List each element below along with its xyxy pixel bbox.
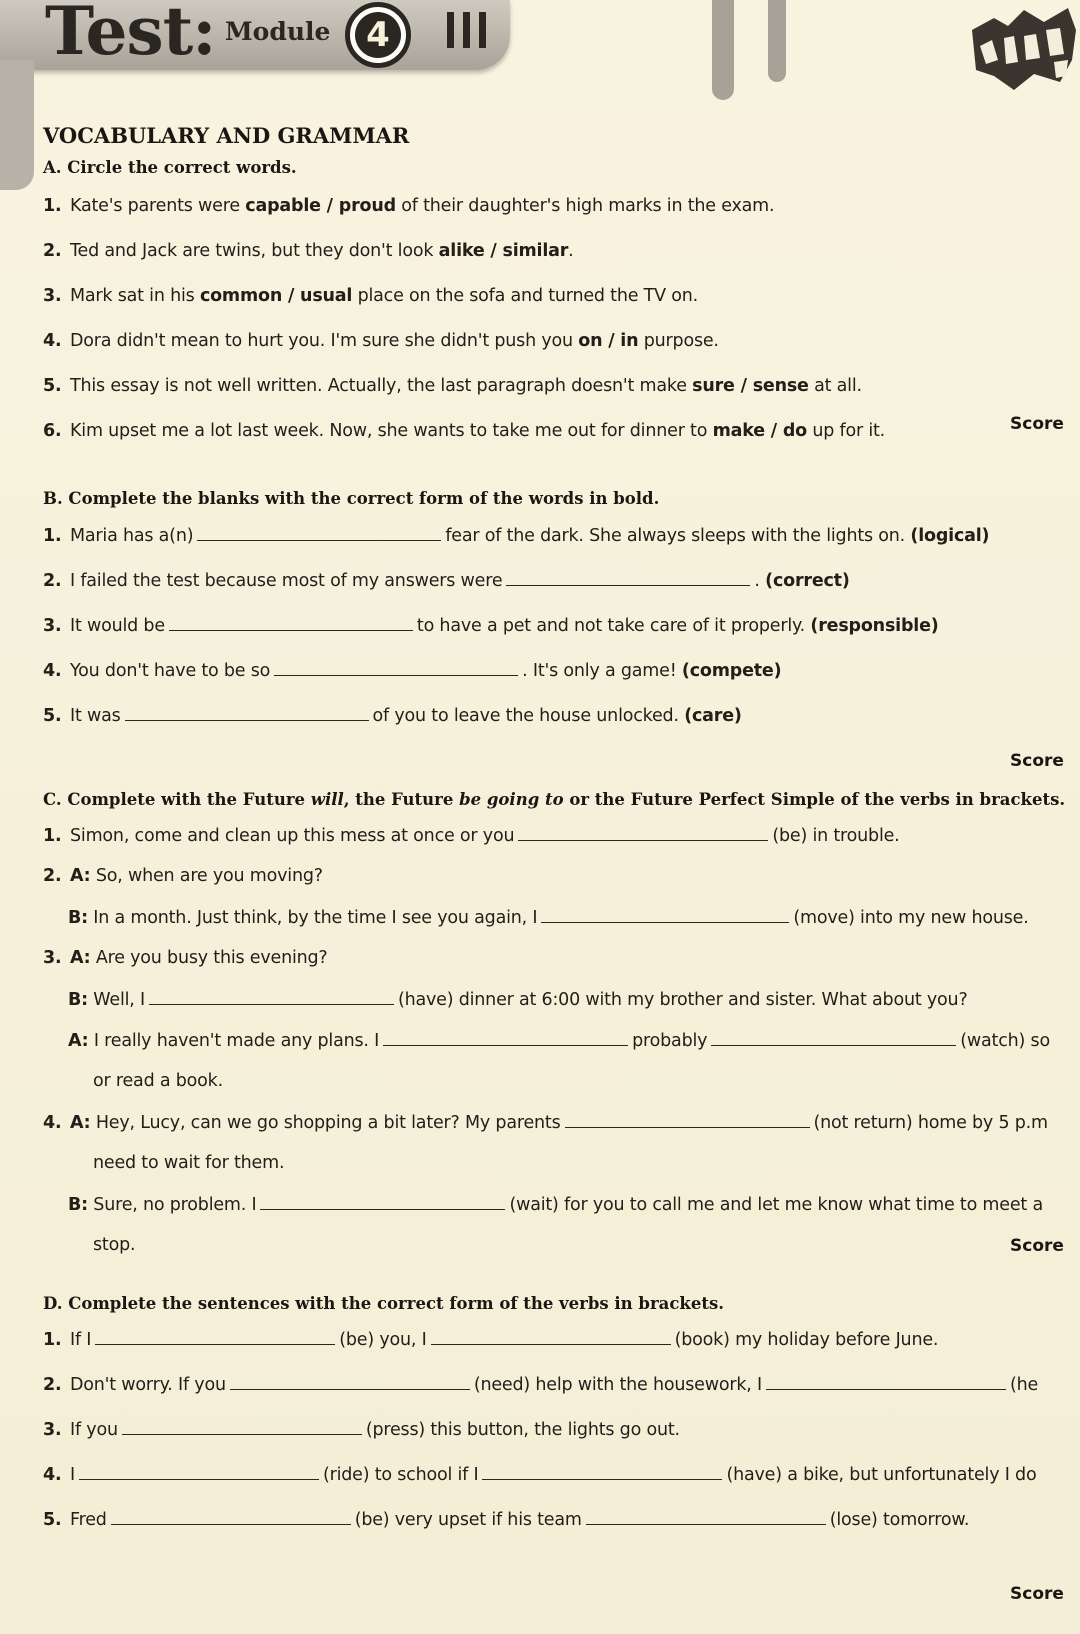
score-label-c: Score: [1010, 1236, 1064, 1256]
answer-blank[interactable]: [766, 1374, 1006, 1390]
answer-blank[interactable]: [230, 1374, 470, 1390]
exercise-a-item-6: 6. Kim upset me a lot last week. Now, she wants to take me out for dinner to make / do up for it.: [43, 421, 886, 441]
exercise-b-item-2: 2. I failed the test because most of my answers were . (correct): [43, 571, 850, 591]
exercise-c-item-4c: B: Sure, no problem. I (wait) for you to call me and let me know what time to meet a: [68, 1195, 1043, 1215]
exercise-d-item-3: 3. If you (press) this button, the lights go out.: [43, 1420, 680, 1440]
exercise-c-item-4d: stop.: [93, 1235, 136, 1255]
fun-blast-logo: [964, 0, 1080, 96]
exercise-d-item-5: 5. Fred (be) very upset if his team (lose) tomorrow.: [43, 1510, 970, 1530]
answer-blank[interactable]: [711, 1030, 956, 1046]
exercise-a-item-2: 2. Ted and Jack are twins, but they don't look alike / similar.: [43, 241, 574, 261]
score-label-a: Score: [1010, 414, 1064, 434]
score-label-b: Score: [1010, 751, 1064, 771]
exercise-c-item-2a: 2. A: So, when are you moving?: [43, 866, 323, 886]
answer-blank[interactable]: [431, 1329, 671, 1345]
answer-blank[interactable]: [482, 1464, 722, 1480]
exercise-b-item-4: 4. You don't have to be so . It's only a game! (compete): [43, 661, 782, 681]
section-b-title: B. Complete the blanks with the correct form of the words in bold.: [43, 489, 660, 508]
answer-blank[interactable]: [260, 1194, 505, 1210]
exercise-a-item-5: 5. This essay is not well written. Actually, the last paragraph doesn't make sure / sense at all.: [43, 376, 862, 396]
exercise-b-item-5: 5. It was of you to leave the house unlocked. (care): [43, 706, 742, 726]
answer-blank[interactable]: [506, 570, 750, 586]
bars-decoration: [447, 12, 491, 48]
section-a-title: A. Circle the correct words.: [43, 158, 297, 177]
answer-blank[interactable]: [79, 1464, 319, 1480]
module-number: 4: [355, 12, 401, 58]
answer-blank[interactable]: [125, 705, 369, 721]
exercise-d-item-2: 2. Don't worry. If you (need) help with the housework, I (he: [43, 1375, 1039, 1395]
module-label: Module: [225, 17, 331, 46]
answer-blank[interactable]: [518, 825, 768, 841]
exercise-c-item-3a: 3. A: Are you busy this evening?: [43, 948, 328, 968]
exercise-c-item-4b: need to wait for them.: [93, 1153, 285, 1173]
exercise-c-item-3c: A: I really haven't made any plans. I probably (watch) so: [68, 1031, 1050, 1051]
test-title: Test:: [45, 0, 216, 70]
exercise-d-item-1: 1. If I (be) you, I (book) my holiday before June.: [43, 1330, 939, 1350]
exercise-a-item-4: 4. Dora didn't mean to hurt you. I'm sure she didn't push you on / in purpose.: [43, 331, 719, 351]
answer-blank[interactable]: [565, 1112, 810, 1128]
answer-blank[interactable]: [383, 1030, 628, 1046]
answer-blank[interactable]: [586, 1509, 826, 1525]
module-number-badge: [345, 2, 411, 68]
answer-blank[interactable]: [197, 525, 441, 541]
exercise-c-item-3b: B: Well, I (have) dinner at 6:00 with my brother and sister. What about you?: [68, 990, 968, 1010]
exercise-c-item-2b: B: In a month. Just think, by the time I see you again, I (move) into my new house.: [68, 908, 1029, 928]
paint-drip: [712, 0, 734, 100]
banner-drip: [0, 60, 34, 190]
answer-blank[interactable]: [149, 989, 394, 1005]
section-d-title: D. Complete the sentences with the correct form of the verbs in brackets.: [43, 1294, 724, 1313]
exercise-d-item-4: 4. I (ride) to school if I (have) a bike, but unfortunately I do: [43, 1465, 1037, 1485]
answer-blank[interactable]: [169, 615, 413, 631]
answer-blank[interactable]: [111, 1509, 351, 1525]
answer-blank[interactable]: [122, 1419, 362, 1435]
exercise-b-item-3: 3. It would be to have a pet and not take care of it properly. (responsible): [43, 616, 939, 636]
exercise-a-item-1: 1. Kate's parents were capable / proud of their daughter's high marks in the exam.: [43, 196, 775, 216]
exercise-c-item-4a: 4. A: Hey, Lucy, can we go shopping a bit later? My parents (not return) home by 5 p.m: [43, 1113, 1048, 1133]
exercise-c-item-3d: or read a book.: [93, 1071, 223, 1091]
answer-blank[interactable]: [541, 907, 789, 923]
main-heading: VOCABULARY AND GRAMMAR: [43, 123, 410, 148]
answer-blank[interactable]: [274, 660, 518, 676]
paint-drip: [768, 0, 786, 82]
exercise-a-item-3: 3. Mark sat in his common / usual place on the sofa and turned the TV on.: [43, 286, 699, 306]
score-label-d: Score: [1010, 1584, 1064, 1604]
exercise-c-item-1: 1. Simon, come and clean up this mess at once or you (be) in trouble.: [43, 826, 900, 846]
section-c-title: C. Complete with the Future will, the Future be going to or the Future Perfect Simple of the verbs in brackets.: [43, 790, 1066, 809]
answer-blank[interactable]: [95, 1329, 335, 1345]
exercise-b-item-1: 1. Maria has a(n) fear of the dark. She always sleeps with the lights on. (logical): [43, 526, 990, 546]
